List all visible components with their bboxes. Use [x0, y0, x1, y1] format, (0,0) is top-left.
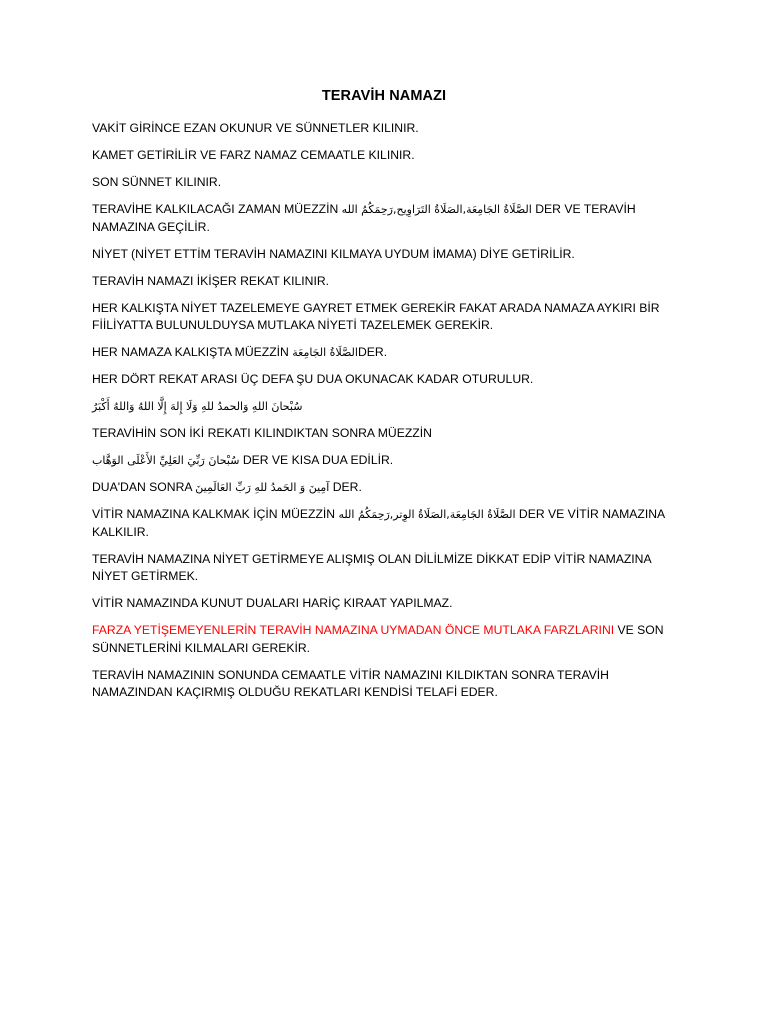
paragraph-2: KAMET GETİRİLİR VE FARZ NAMAZ CEMAATLE KILINIR.: [92, 148, 415, 162]
paragraph-1: VAKİT GİRİNCE EZAN OKUNUR VE SÜNNETLER KILINIR.: [92, 121, 419, 135]
paragraph-8-text-after: DER.: [357, 345, 388, 359]
paragraph-16: VİTİR NAMAZINDA KUNUT DUALARI HARİÇ KIRAAT YAPILMAZ.: [92, 596, 453, 610]
paragraph-8-text-before: HER NAMAZA KALKIŞTA MÜEZZİN: [92, 345, 289, 359]
paragraph-12: [92, 452, 684, 470]
paragraph-4-arabic: الصَّلَاةُ الجَامِعَة,الصَلَاةُ التَرَاوِيح,رَحِمَكُمُ الله: [341, 203, 532, 216]
paragraph-10-arabic: سُبْحانَ اللهِ وَالحمدُ للهِ وَلَا إِلهَ إِلَّا اللهُ وَاللهُ أَكْبَرُ: [92, 400, 303, 413]
paragraph-3: SON SÜNNET KILINIR.: [92, 175, 222, 189]
paragraph-10: [92, 398, 684, 416]
paragraph-8-arabic: الصَّلَاةُ الجَامِعَة: [292, 346, 358, 359]
paragraph-13: [92, 479, 684, 497]
paragraph-12-arabic: سُبْحانَ رَبِّيَ العَلِيِّ الأَعْلَى الوَهَّاب: [92, 454, 240, 467]
paragraph-14-text-before: VİTİR NAMAZINA KALKMAK İÇİN MÜEZZİN: [92, 507, 336, 521]
paragraph-8: [92, 344, 684, 362]
paragraph-14-text-after: DER VE VİTİR NAMAZINA KALKILIR.: [92, 507, 665, 539]
paragraph-15: TERAVİH NAMAZINA NİYET GETİRMEYE ALIŞMIŞ OLAN DİLİLMİZE DİKKAT EDİP VİTİR NAMAZINA NİYET GETİRMEK.: [92, 551, 651, 583]
paragraph-17-text-after: VE SON SÜNNETLERİNİ KILMALARI GEREKİR.: [92, 623, 664, 655]
paragraph-17: [92, 622, 684, 657]
paragraph-4: [92, 201, 684, 236]
paragraph-14-arabic: الصَّلَاةُ الجَامِعَة,الصَلَاةُ الوِتر,رَحِمَكُمُ الله: [338, 508, 516, 521]
paragraph-13-text-before: DUA'DAN SONRA: [92, 480, 192, 494]
paragraph-14: [92, 506, 684, 541]
paragraph-9: HER DÖRT REKAT ARASI ÜÇ DEFA ŞU DUA OKUNACAK KADAR OTURULUR.: [92, 372, 534, 386]
paragraph-13-text-after: DER.: [332, 480, 362, 494]
paragraph-4-text-before: TERAVİHE KALKILACAĞI ZAMAN MÜEZZİN: [92, 202, 339, 216]
document-body: [92, 120, 684, 711]
paragraph-6: TERAVİH NAMAZI İKİŞER REKAT KILINIR.: [92, 273, 330, 288]
page-title: TERAVİH NAMAZI: [321, 88, 447, 104]
paragraph-7: HER KALKIŞTA NİYET TAZELEMEYE GAYRET ETMEK GEREKİR FAKAT ARADA NAMAZA AYKIRI BİR FİİLİYATTA BULUNULDUYSA MUTLAKA NİYETİ TAZELEMEK GEREKİR.: [92, 300, 660, 332]
paragraph-11: TERAVİHİN SON İKİ REKATI KILINDIKTAN SONRA MÜEZZİN: [92, 426, 432, 440]
paragraph-18: TERAVİH NAMAZININ SONUNDA CEMAATLE VİTİR NAMAZINI KILDIKTAN SONRA TERAVİH NAMAZINDAN KAÇIRMIŞ OLDUĞU REKATLARI KENDİSİ TELAFİ EDER.: [92, 667, 609, 699]
paragraph-4-text-after: DER VE TERAVİH NAMAZINA GEÇİLİR.: [92, 202, 636, 234]
paragraph-12-text-after: DER VE KISA DUA EDİLİR.: [242, 453, 394, 467]
paragraph-13-arabic: آمِينَ وَ الحَمدُ للهِ رَبِّ العَالَمِينَ: [195, 481, 330, 494]
paragraph-17-warning-text: FARZA YETİŞEMEYENLERİN TERAVİH NAMAZINA UYMADAN ÖNCE MUTLAKA FARZLARINI: [92, 623, 615, 637]
paragraph-5: NİYET (NİYET ETTİM TERAVİH NAMAZINI KILMAYA UYDUM İMAMA) DİYE GETİRİLİR.: [92, 246, 575, 261]
